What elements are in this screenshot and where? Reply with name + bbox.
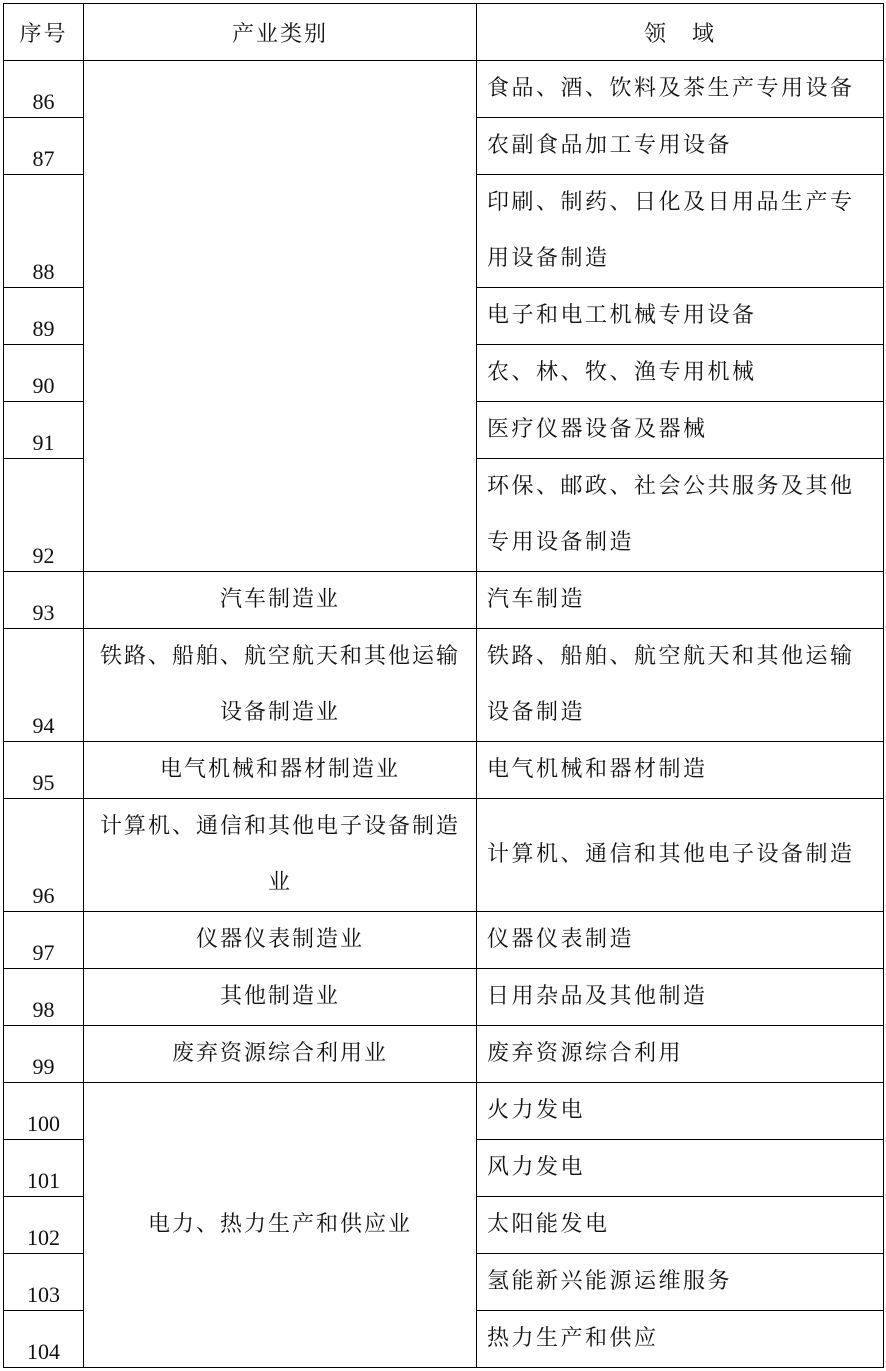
row-category: 铁路、船舶、航空航天和其他运输设备制造业 xyxy=(84,629,477,742)
row-num: 91 xyxy=(4,402,84,459)
row-field: 风力发电 xyxy=(477,1140,884,1197)
row-category-blank xyxy=(84,61,477,572)
row-field: 食品、酒、饮料及茶生产专用设备 xyxy=(477,61,884,118)
table-row xyxy=(4,629,884,742)
row-num: 100 xyxy=(4,1083,84,1140)
header-field: 领 域 xyxy=(477,4,884,61)
row-num: 99 xyxy=(4,1026,84,1083)
industry-table xyxy=(3,3,884,1368)
header-row xyxy=(4,4,884,61)
row-num: 86 xyxy=(4,61,84,118)
row-field: 汽车制造 xyxy=(477,572,884,629)
table-row xyxy=(4,799,884,912)
row-num: 90 xyxy=(4,345,84,402)
row-num: 92 xyxy=(4,459,84,572)
row-field: 仪器仪表制造 xyxy=(477,912,884,969)
row-category: 汽车制造业 xyxy=(84,572,477,629)
row-field: 铁路、船舶、航空航天和其他运输设备制造 xyxy=(477,629,884,742)
table-row xyxy=(4,912,884,969)
row-num: 89 xyxy=(4,288,84,345)
row-category: 计算机、通信和其他电子设备制造业 xyxy=(84,799,477,912)
row-num: 96 xyxy=(4,799,84,912)
row-num: 103 xyxy=(4,1254,84,1311)
row-field: 农、林、牧、渔专用机械 xyxy=(477,345,884,402)
row-num: 97 xyxy=(4,912,84,969)
table-row xyxy=(4,1026,884,1083)
table-row xyxy=(4,969,884,1026)
row-num: 87 xyxy=(4,118,84,175)
row-field: 印刷、制药、日化及日用品生产专用设备制造 xyxy=(477,175,884,288)
row-field: 医疗仪器设备及器械 xyxy=(477,402,884,459)
row-field: 氢能新兴能源运维服务 xyxy=(477,1254,884,1311)
row-num: 101 xyxy=(4,1140,84,1197)
row-field: 太阳能发电 xyxy=(477,1197,884,1254)
row-field: 热力生产和供应 xyxy=(477,1311,884,1368)
row-field: 电子和电工机械专用设备 xyxy=(477,288,884,345)
row-num: 88 xyxy=(4,175,84,288)
header-category: 产业类别 xyxy=(84,4,477,61)
row-num: 102 xyxy=(4,1197,84,1254)
table-row xyxy=(4,61,884,118)
row-num: 98 xyxy=(4,969,84,1026)
table-row xyxy=(4,1083,884,1140)
row-category: 废弃资源综合利用业 xyxy=(84,1026,477,1083)
table-row xyxy=(4,572,884,629)
row-field: 电气机械和器材制造 xyxy=(477,742,884,799)
row-field: 计算机、通信和其他电子设备制造 xyxy=(477,799,884,912)
row-category: 其他制造业 xyxy=(84,969,477,1026)
row-field: 火力发电 xyxy=(477,1083,884,1140)
row-num: 104 xyxy=(4,1311,84,1368)
table-row xyxy=(4,742,884,799)
row-category: 仪器仪表制造业 xyxy=(84,912,477,969)
row-category: 电气机械和器材制造业 xyxy=(84,742,477,799)
row-num: 94 xyxy=(4,629,84,742)
row-field: 环保、邮政、社会公共服务及其他专用设备制造 xyxy=(477,459,884,572)
row-category: 电力、热力生产和供应业 xyxy=(84,1083,477,1368)
row-num: 95 xyxy=(4,742,84,799)
header-num: 序号 xyxy=(4,4,84,61)
row-field: 废弃资源综合利用 xyxy=(477,1026,884,1083)
row-num: 93 xyxy=(4,572,84,629)
row-field: 农副食品加工专用设备 xyxy=(477,118,884,175)
row-field: 日用杂品及其他制造 xyxy=(477,969,884,1026)
